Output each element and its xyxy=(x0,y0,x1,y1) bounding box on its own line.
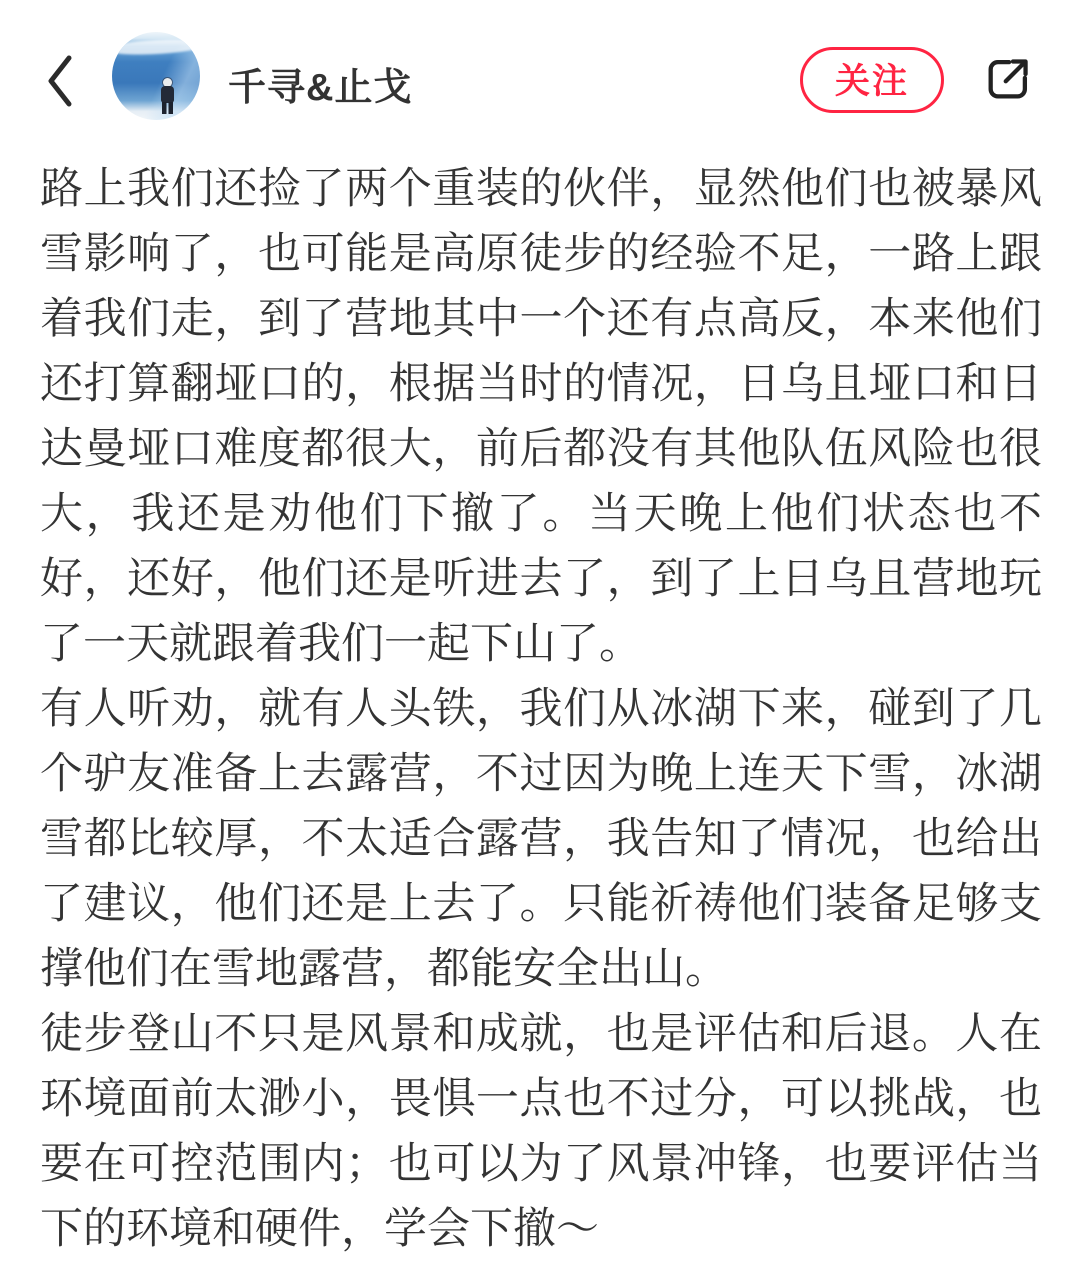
follow-button[interactable]: 关注 xyxy=(800,47,944,113)
avatar[interactable] xyxy=(112,32,200,120)
share-button[interactable] xyxy=(980,49,1036,109)
username[interactable]: 千寻&止戈 xyxy=(228,67,413,109)
share-export-icon xyxy=(981,51,1035,107)
post-paragraph: 路上我们还捡了两个重装的伙伴，显然他们也被暴风雪影响了，也可能是高原徒步的经验不足，一路上跟着我们走，到了营地其中一个还有点高反，本来他们还打算翻垭口的，根据当时的情况，日乌且垭口和日达曼垭口难度都很大，前后都没有其他队伍风险也很大，我还是劝他们下撤了。当天晚上他们状态也不好，还好，他们还是听进去了，到了上日乌且营地玩了一天就跟着我们一起下山了。 xyxy=(40,165,1042,668)
top-navigation-bar xyxy=(0,0,1080,150)
chevron-left-icon xyxy=(45,53,75,109)
post-paragraph: 有人听劝，就有人头铁，我们从冰湖下来，碰到了几个驴友准备上去露营，不过因为晚上连天下雪，冰湖雪都比较厚，不太适合露营，我告知了情况，也给出了建议，他们还是上去了。只能祈祷他们装备足够支撑他们在雪地露营，都能安全出山。 xyxy=(40,685,1042,993)
avatar-climber-silhouette xyxy=(158,78,178,114)
post-paragraph: 徒步登山不只是风景和成就，也是评估和后退。人在环境面前太渺小，畏惧一点也不过分，可以挑战，也要在可控范围内；也可以为了风景冲锋，也要评估当下的环境和硬件，学会下撤～ xyxy=(40,1010,1042,1253)
back-button[interactable] xyxy=(34,46,86,116)
avatar-snow-ridge xyxy=(112,37,200,56)
post-body-text xyxy=(40,157,1042,1262)
